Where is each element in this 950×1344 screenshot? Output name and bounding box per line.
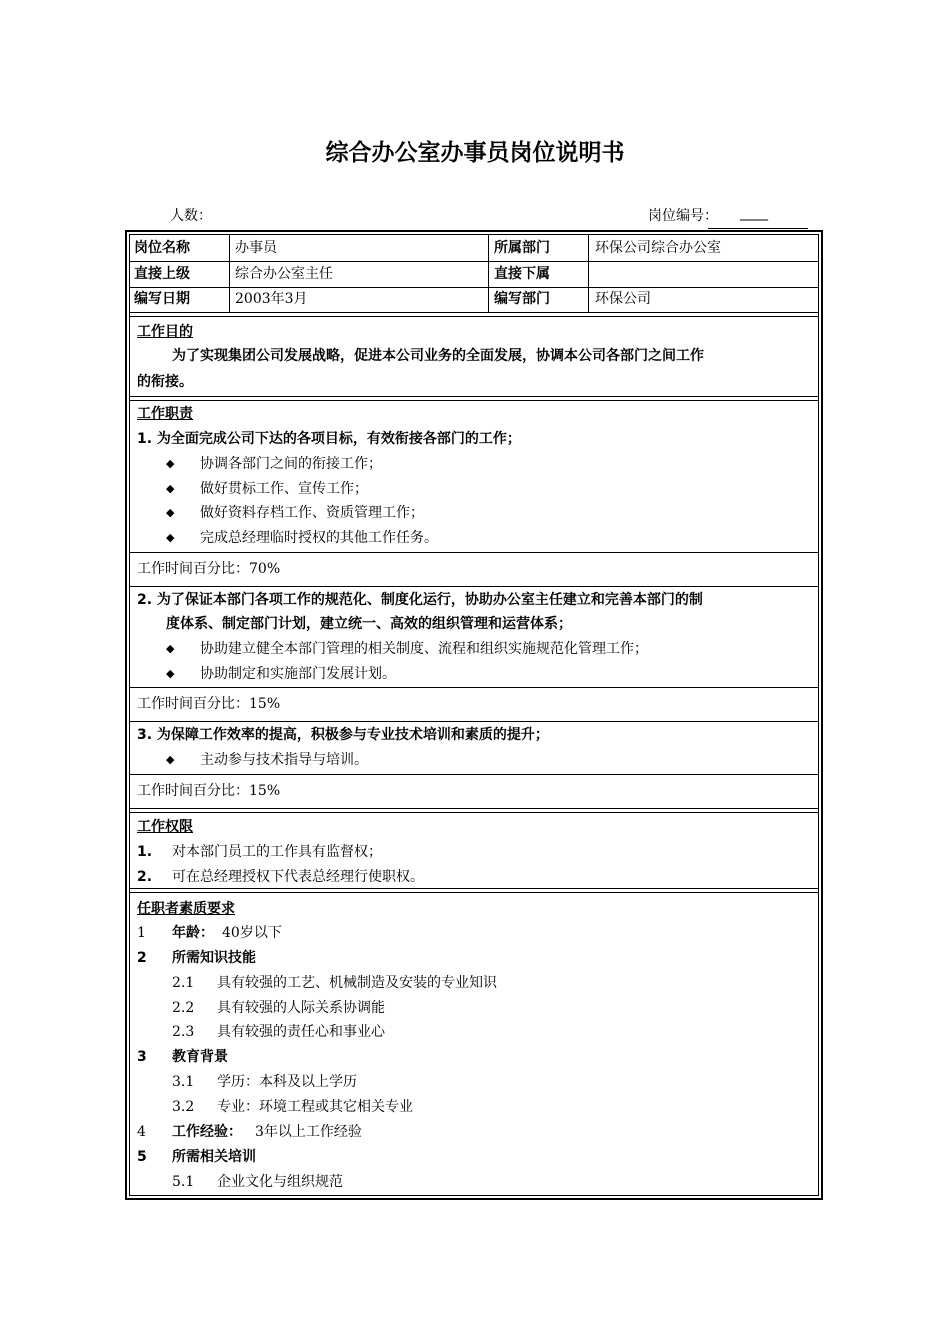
req-4-label: 工作经验： [172, 1124, 242, 1140]
page-title: 综合办公室办事员岗位说明书 [325, 140, 625, 166]
req-4-num: 4 [137, 1124, 146, 1140]
divider [129, 400, 819, 401]
author-dept-label: 编写部门 [494, 291, 550, 307]
diamond-bullet-icon: ◆ [166, 642, 175, 655]
divider [129, 808, 819, 809]
divider [129, 687, 819, 688]
duty-3-title: 3. 为保障工作效率的提高，积极参与专业技术培训和素质的提升； [137, 727, 549, 743]
duties-heading: 工作职责 [137, 406, 193, 422]
duty-2-title-line-2: 度体系、制定部门计划，建立统一、高效的组织管理和运营体系； [166, 616, 572, 632]
duty-1-time: 工作时间百分比：70% [137, 561, 281, 577]
req-3-1-num: 3.1 [172, 1074, 195, 1090]
list-item: 协调各部门之间的衔接工作； [200, 456, 382, 472]
req-3-label: 教育背景 [172, 1049, 228, 1065]
req-5-label: 所需相关培训 [172, 1149, 256, 1165]
req-1-label: 年龄： [172, 925, 214, 941]
position-code-value: ____ [740, 205, 768, 221]
divider [129, 812, 819, 813]
authority-text-2: 可在总经理授权下代表总经理行使职权。 [172, 869, 424, 885]
divider [129, 586, 819, 587]
divider [488, 234, 489, 312]
list-item: 主动参与技术指导与培训。 [200, 752, 368, 768]
divider [129, 892, 819, 893]
duty-1-title: 1. 为全面完成公司下达的各项目标，有效衔接各部门的工作； [137, 431, 521, 447]
req-2-num: 2 [137, 950, 147, 966]
list-item: 协助建立健全本部门管理的相关制度、流程和组织实施规范化管理工作； [200, 641, 648, 657]
authority-num-1: 1. [137, 844, 153, 860]
position-code-label: 岗位编号： [648, 208, 718, 224]
position-code-underline [708, 228, 808, 229]
author-dept-value: 环保公司 [595, 291, 651, 307]
diamond-bullet-icon: ◆ [166, 457, 175, 470]
dept-value: 环保公司综合办公室 [595, 240, 721, 256]
req-2-3-text: 具有较强的责任心和事业心 [217, 1024, 385, 1040]
req-3-num: 3 [137, 1049, 147, 1065]
subordinate-label: 直接下属 [494, 266, 550, 282]
authority-text-1: 对本部门员工的工作具有监督权； [172, 844, 382, 860]
date-label: 编写日期 [134, 291, 190, 307]
purpose-line-2: 的衔接。 [137, 374, 193, 390]
list-item: 做好资料存档工作、资质管理工作； [200, 505, 424, 521]
list-item: 协助制定和实施部门发展计划。 [200, 666, 396, 682]
diamond-bullet-icon: ◆ [166, 753, 175, 766]
diamond-bullet-icon: ◆ [166, 506, 175, 519]
divider [129, 261, 819, 262]
divider [129, 888, 819, 889]
req-5-1-num: 5.1 [172, 1174, 195, 1190]
dept-label: 所属部门 [494, 240, 550, 256]
req-4-value: 3年以上工作经验 [255, 1124, 362, 1140]
diamond-bullet-icon: ◆ [166, 667, 175, 680]
divider [129, 552, 819, 553]
authority-num-2: 2. [137, 869, 153, 885]
divider [129, 774, 819, 775]
req-2-3-num: 2.3 [172, 1024, 195, 1040]
superior-value: 综合办公室主任 [235, 266, 333, 282]
authority-heading: 工作权限 [137, 819, 193, 835]
req-3-1-text: 学历：本科及以上学历 [217, 1074, 357, 1090]
form-inner-border [129, 234, 819, 1196]
divider [129, 312, 819, 313]
job-name-label: 岗位名称 [134, 240, 190, 256]
divider [588, 234, 589, 312]
duty-3-time: 工作时间百分比：15% [137, 783, 281, 799]
diamond-bullet-icon: ◆ [166, 531, 175, 544]
divider [129, 396, 819, 397]
diamond-bullet-icon: ◆ [166, 482, 175, 495]
duty-2-title-line-1: 2. 为了保证本部门各项工作的规范化、制度化运行，协助办公室主任建立和完善本部门的制 [137, 592, 703, 608]
superior-label: 直接上级 [134, 266, 190, 282]
req-3-2-num: 3.2 [172, 1099, 195, 1115]
req-3-2-text: 专业：环境工程或其它相关专业 [217, 1099, 413, 1115]
req-5-1-text: 企业文化与组织规范 [217, 1174, 343, 1190]
req-1-value: 40岁以下 [222, 925, 282, 941]
headcount-label: 人数： [170, 208, 212, 224]
list-item: 完成总经理临时授权的其他工作任务。 [200, 530, 438, 546]
requirements-heading: 任职者素质要求 [137, 901, 235, 917]
divider [129, 287, 819, 288]
duty-2-time: 工作时间百分比：15% [137, 696, 281, 712]
req-2-1-num: 2.1 [172, 975, 195, 991]
req-2-label: 所需知识技能 [172, 950, 256, 966]
list-item: 做好贯标工作、宣传工作； [200, 481, 368, 497]
divider [129, 721, 819, 722]
divider [129, 316, 819, 317]
purpose-line-1: 为了实现集团公司发展战略，促进本公司业务的全面发展，协调本公司各部门之间工作 [172, 348, 704, 364]
job-name-value: 办事员 [235, 240, 277, 256]
req-2-2-text: 具有较强的人际关系协调能 [217, 1000, 385, 1016]
req-2-2-num: 2.2 [172, 1000, 195, 1016]
purpose-heading: 工作目的 [137, 324, 193, 340]
req-5-num: 5 [137, 1149, 147, 1165]
divider [229, 234, 230, 312]
date-value: 2003年3月 [235, 291, 308, 307]
req-2-1-text: 具有较强的工艺、机械制造及安装的专业知识 [217, 975, 497, 991]
req-1-num: 1 [137, 925, 146, 941]
